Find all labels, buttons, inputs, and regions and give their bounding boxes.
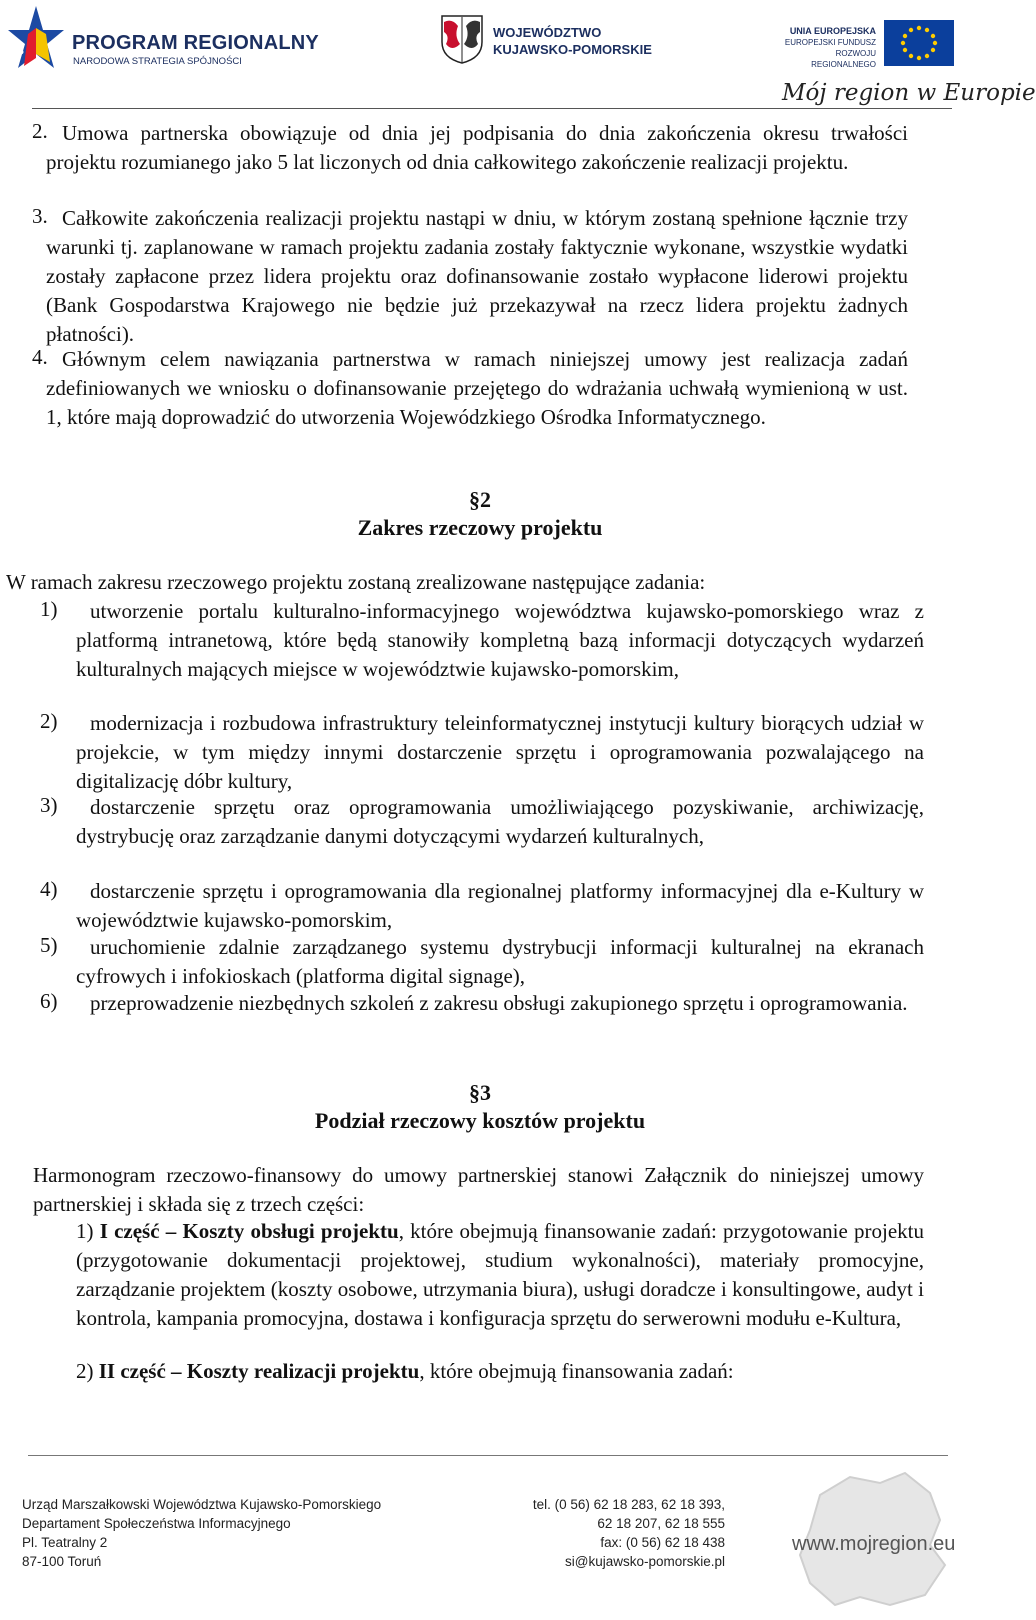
program-regionalny-logo	[6, 4, 319, 82]
list-item-text: dostarczenie sprzętu oraz oprogramowania umożliwiającego pozyskiwanie, archiwizację, dystrybucję oraz zarządzanie danymi dotyczącymi wydarzeń kulturalnych,	[76, 795, 924, 848]
section-intro	[33, 1161, 924, 1219]
eu-logo	[780, 20, 955, 70]
section-intro	[6, 568, 924, 597]
header-divider	[32, 108, 952, 109]
list-item	[76, 989, 924, 1018]
motto-signature: Mój region w Europie	[782, 80, 1036, 106]
list-item-bold: I część – Koszty obsługi projektu	[99, 1219, 399, 1243]
list-item	[76, 933, 924, 991]
office-address	[22, 1495, 381, 1571]
list-number: 2)	[40, 709, 58, 733]
list-number: 1)	[40, 597, 58, 621]
program-title: PROGRAM REGIONALNY	[72, 32, 319, 54]
list-item-text: uruchomienie zdalnie zarządzanego systemu dystrybucji informacji kulturalnej na ekranach cyfrowych i infokioskach (platforma digital signage),	[76, 935, 924, 988]
list-number: 1)	[76, 1219, 94, 1243]
page-footer	[0, 1455, 960, 1620]
list-item	[46, 204, 908, 349]
footer-divider	[28, 1455, 948, 1456]
office-line: 87-100 Toruń	[22, 1554, 102, 1569]
list-item	[46, 345, 908, 432]
list-item-text: Umowa partnerska obowiązuje od dnia jej podpisania do dnia zakończenia okresu trwałości projektu rozumianego jako 5 lat liczonych od dnia całkowitego zakończenie realizacji projektu.	[46, 121, 908, 174]
list-item	[76, 1217, 924, 1333]
list-item-text: modernizacja i rozbudowa infrastruktury teleinformatycznej instytucji kultury biorących udział w projekcie, w tym między innymi dostarczenie sprzętu i oprogramowania pozwalającego na digitalizację dóbr kultury,	[76, 711, 924, 793]
coat-of-arms-icon	[440, 14, 484, 64]
list-number: 3.	[32, 204, 48, 228]
list-number: 5)	[40, 933, 58, 957]
eu-line3: ROZWOJU REGIONALNEGO	[811, 49, 876, 69]
section-title: Podział rzeczowy kosztów projektu	[314, 1108, 646, 1133]
contact-line: fax: (0 56) 62 18 438	[600, 1535, 725, 1550]
section-intro-text: Harmonogram rzeczowo-finansowy do umowy partnerskiej stanowi Załącznik do niniejszej umowy partnerskiej i składa się z trzech części:	[33, 1163, 924, 1216]
eu-flag-icon	[884, 20, 954, 66]
office-line: Pl. Teatralny 2	[22, 1535, 108, 1550]
list-number: 2.	[32, 119, 48, 143]
region-line1: WOJEWÓDZTWO	[493, 25, 602, 40]
contact-info	[480, 1495, 725, 1571]
list-number: 6)	[40, 989, 58, 1013]
list-item-bold: II część – Koszty realizacji projektu	[98, 1359, 420, 1383]
page-header	[0, 0, 1036, 115]
list-item	[76, 877, 924, 935]
list-item	[46, 119, 908, 177]
region-name	[493, 24, 652, 58]
section-number: §2	[469, 487, 491, 512]
list-item-text: dostarczenie sprzętu i oprogramowania dla regionalnej platformy informacyjnej dla e-Kultury w województwie kujawsko-pomorskim,	[76, 879, 924, 932]
list-number: 4)	[40, 877, 58, 901]
region-line2: KUJAWSKO-POMORSKIE	[493, 42, 652, 57]
contact-line: 62 18 207, 62 18 555	[597, 1516, 725, 1531]
eu-line1: UNIA EUROPEJSKA	[789, 26, 876, 36]
program-subtitle: NARODOWA STRATEGIA SPÓJNOŚCI	[73, 56, 242, 67]
list-number: 4.	[32, 345, 48, 369]
office-line: Departament Społeczeństwa Informacyjnego	[22, 1516, 291, 1531]
list-item-text: przeprowadzenie niezbędnych szkoleń z zakresu obsługi zakupionego sprzętu i oprogramowania.	[90, 991, 908, 1015]
section-intro-text: W ramach zakresu rzeczowego projektu zostaną zrealizowane następujące zadania:	[6, 570, 706, 594]
website-link[interactable]: www.mojregion.eu	[792, 1533, 956, 1555]
star-emblem-icon	[6, 4, 66, 82]
list-number: 3)	[40, 793, 58, 817]
section-number: §3	[469, 1080, 491, 1105]
eu-text	[780, 26, 876, 70]
office-line: Urząd Marszałkowski Województwa Kujawsko-Pomorskiego	[22, 1497, 382, 1512]
list-item	[76, 1357, 924, 1386]
list-item-text: Całkowite zakończenia realizacji projektu nastąpi w dniu, w którym zostaną spełnione łącznie trzy warunki tj. zaplanowane w ramach projektu zadania zostały faktycznie wykonane, wszystkie wydatki zostały zapłacone przez lidera projektu oraz dofinansowanie zostało wypłacone liderowi projektu (Bank Gospodarstwa Krajowego nie będzie już przekazywał na rzecz lidera projektu żadnych płatności).	[46, 206, 908, 346]
section-title: Zakres rzeczowy projektu	[357, 515, 603, 540]
list-item-text: Głównym celem nawiązania partnerstwa w ramach niniejszej umowy jest realizacja zadań zdefiniowanych we wniosku o dofinansowanie przejętego do wdrażania uchwałą wymienioną w ust. 1, które mają doprowadzić do utworzenia Wojewódzkiego Ośrodka Informatycznego.	[46, 347, 908, 429]
list-item-text: , które obejmują finansowania zadań:	[419, 1359, 734, 1383]
email-link[interactable]: si@kujawsko-pomorskie.pl	[564, 1554, 725, 1569]
list-item	[76, 709, 924, 796]
list-number: 2)	[76, 1359, 94, 1383]
wojewodztwo-logo	[440, 14, 660, 64]
list-item-text: utworzenie portalu kulturalno-informacyjnego województwa kujawsko-pomorskiego wraz z platformą intranetową, które będą stanowiły kompletną bazą informacji dotyczących wydarzeń kulturalnych mających miejsce w województwie kujawsko-pomorskim,	[76, 599, 924, 681]
list-item	[76, 793, 924, 851]
list-item	[76, 597, 924, 684]
list-item-text: , które obejmują finansowanie zadań: przygotowanie projektu (przygotowanie dokumentacji projektowej, studium wykonalności), materiały promocyjne, zarządzanie projektem (koszty osobowe, utrzymania biura), usługi doradcze i konsultingowe, audyt i kontrola, kampania promocyjna, dostawa i konfiguracja sprzętu do serwerowni modułu e-Kultura,	[76, 1219, 925, 1330]
contact-line: tel. (0 56) 62 18 283, 62 18 393,	[532, 1497, 725, 1512]
eu-line2: EUROPEJSKI FUNDUSZ	[784, 38, 876, 47]
